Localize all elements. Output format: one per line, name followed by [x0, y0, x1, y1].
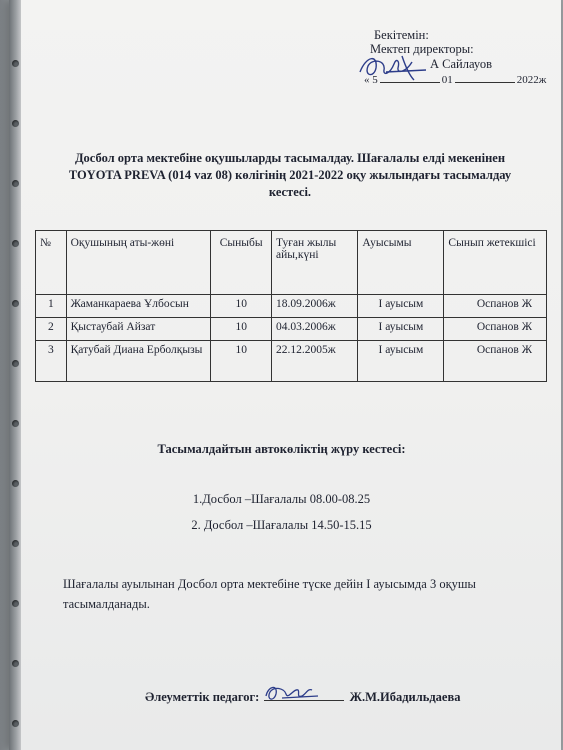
table-row [36, 341, 547, 382]
route-schedule-title: Тасымалдайтын автокөліктің жүру кестесі: [157, 442, 406, 456]
cell-class: 10 [211, 318, 272, 341]
header-number: № [36, 231, 67, 295]
header-shift: Ауысымы [358, 231, 444, 295]
cell-number: 3 [36, 341, 67, 382]
header-class: Сыныбы [211, 231, 272, 295]
cell-shift: І ауысым [358, 341, 444, 382]
cell-student-name: Қыстаубай Айзат [66, 318, 211, 341]
cell-shift: І ауысым [358, 295, 444, 318]
approval-name: А Сайлауов [430, 57, 492, 71]
cell-class-teacher: Оспанов Ж [444, 318, 547, 341]
cell-student-name: Жаманкараева Ұлбосын [66, 295, 211, 318]
signoff-role: Әлеуметтік педагог: [145, 690, 260, 704]
cell-class-teacher: Оспанов Ж [444, 341, 547, 382]
route-item-morning: 1.Досбол –Шағалалы 08.00-08.25 [192, 492, 371, 506]
director-signature-icon [356, 50, 436, 84]
document-title: Досбол орта мектебіне оқушыларды тасымалдау. Шағалалы елді мекенінен TOYOTA PREVA (014 vaz 08) көлігінің 2021-2022 оқу жылындағы тасымалдау кестесі. [68, 151, 512, 199]
cell-shift: І ауысым [358, 318, 444, 341]
schedule-table [35, 230, 547, 382]
approval-month: 01 [441, 74, 453, 86]
date-line [455, 82, 515, 83]
pedagogue-signature-icon [262, 680, 322, 706]
approval-role: Мектеп директоры: [370, 42, 474, 56]
table-header-row [36, 231, 547, 295]
header-birth-date: Туған жылы айы,күні [272, 231, 358, 295]
approval-day: « 5 [364, 74, 378, 86]
table-row [36, 318, 547, 341]
transport-note: Шағалалы ауылынан Досбол орта мектебіне түске дейін І ауысымда 3 оқушы тасымалданады. [63, 577, 476, 611]
table-row [36, 295, 547, 318]
header-class-teacher: Сынып жетекшісі [444, 231, 547, 295]
signoff-name: Ж.М.Ибадильдаева [349, 690, 461, 704]
cell-number: 1 [36, 295, 67, 318]
approval-heading: Бекітемін: [374, 28, 429, 42]
binder-holes [12, 0, 22, 750]
approval-year: 2022ж [516, 74, 547, 86]
cell-number: 2 [36, 318, 67, 341]
cell-class: 10 [211, 341, 272, 382]
cell-birth-date: 22.12.2005ж [272, 341, 358, 382]
route-item-afternoon: 2. Досбол –Шағалалы 14.50-15.15 [191, 518, 372, 532]
cell-class: 10 [211, 295, 272, 318]
cell-class-teacher: Оспанов Ж [444, 295, 547, 318]
cell-birth-date: 18.09.2006ж [272, 295, 358, 318]
header-student-name: Оқушының аты-жөні [66, 231, 211, 295]
cell-birth-date: 04.03.2006ж [272, 318, 358, 341]
cell-student-name: Қатубай Диана Ерболқызы [66, 341, 211, 382]
